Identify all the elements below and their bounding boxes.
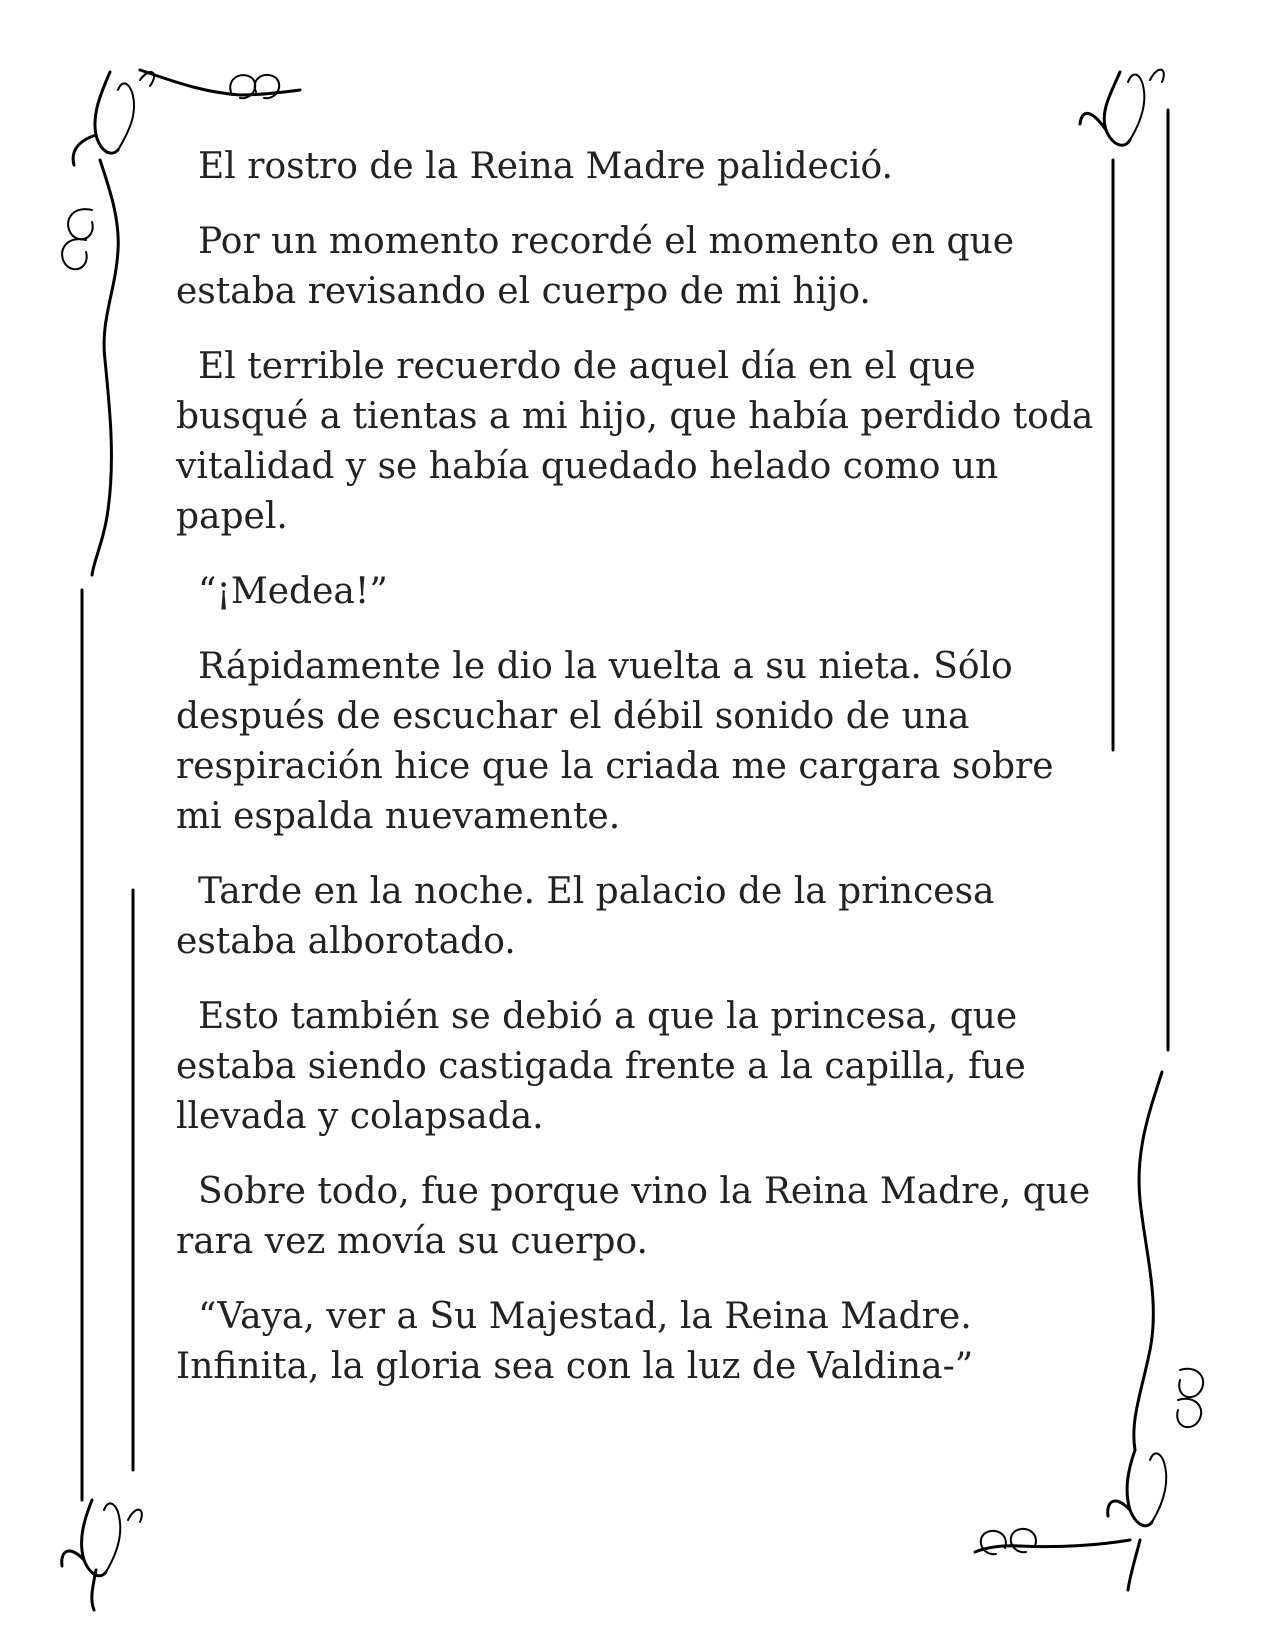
- paragraph: Por un momento recordé el momento en que estaba revisando el cuerpo de mi hijo.: [176, 221, 1015, 312]
- dialogue-line: “Vaya, ver a Su Majestad, la Reina Madre. Infinita, la gloria sea con la luz de Valdina-”: [176, 1296, 974, 1387]
- paragraph: Rápidamente le dio la vuelta a su nieta. Sólo después de escuchar el débil sonido de una respiración hice que la criada me cargara sobre mi espalda nuevamente.: [176, 646, 1054, 837]
- story-text: [176, 142, 1096, 1417]
- paragraph: Tarde en la noche. El palacio de la princesa estaba alborotado.: [176, 871, 995, 962]
- dialogue-line: “¡Medea!”: [198, 571, 388, 612]
- paragraph: Esto también se debió a que la princesa, que estaba siendo castigada frente a la capilla, fue llevada y colapsada.: [176, 996, 1026, 1137]
- paragraph: Sobre todo, fue porque vino la Reina Madre, que rara vez movía su cuerpo.: [176, 1171, 1091, 1262]
- flourish-bottom-left-icon: [62, 1500, 142, 1610]
- paragraph: El terrible recuerdo de aquel día en el que busqué a tientas a mi hijo, que había perdido toda vitalidad y se había quedado helado como un papel.: [176, 346, 1094, 537]
- paragraph: El rostro de la Reina Madre palideció.: [198, 146, 893, 187]
- flourish-top-right-icon: [1080, 70, 1164, 146]
